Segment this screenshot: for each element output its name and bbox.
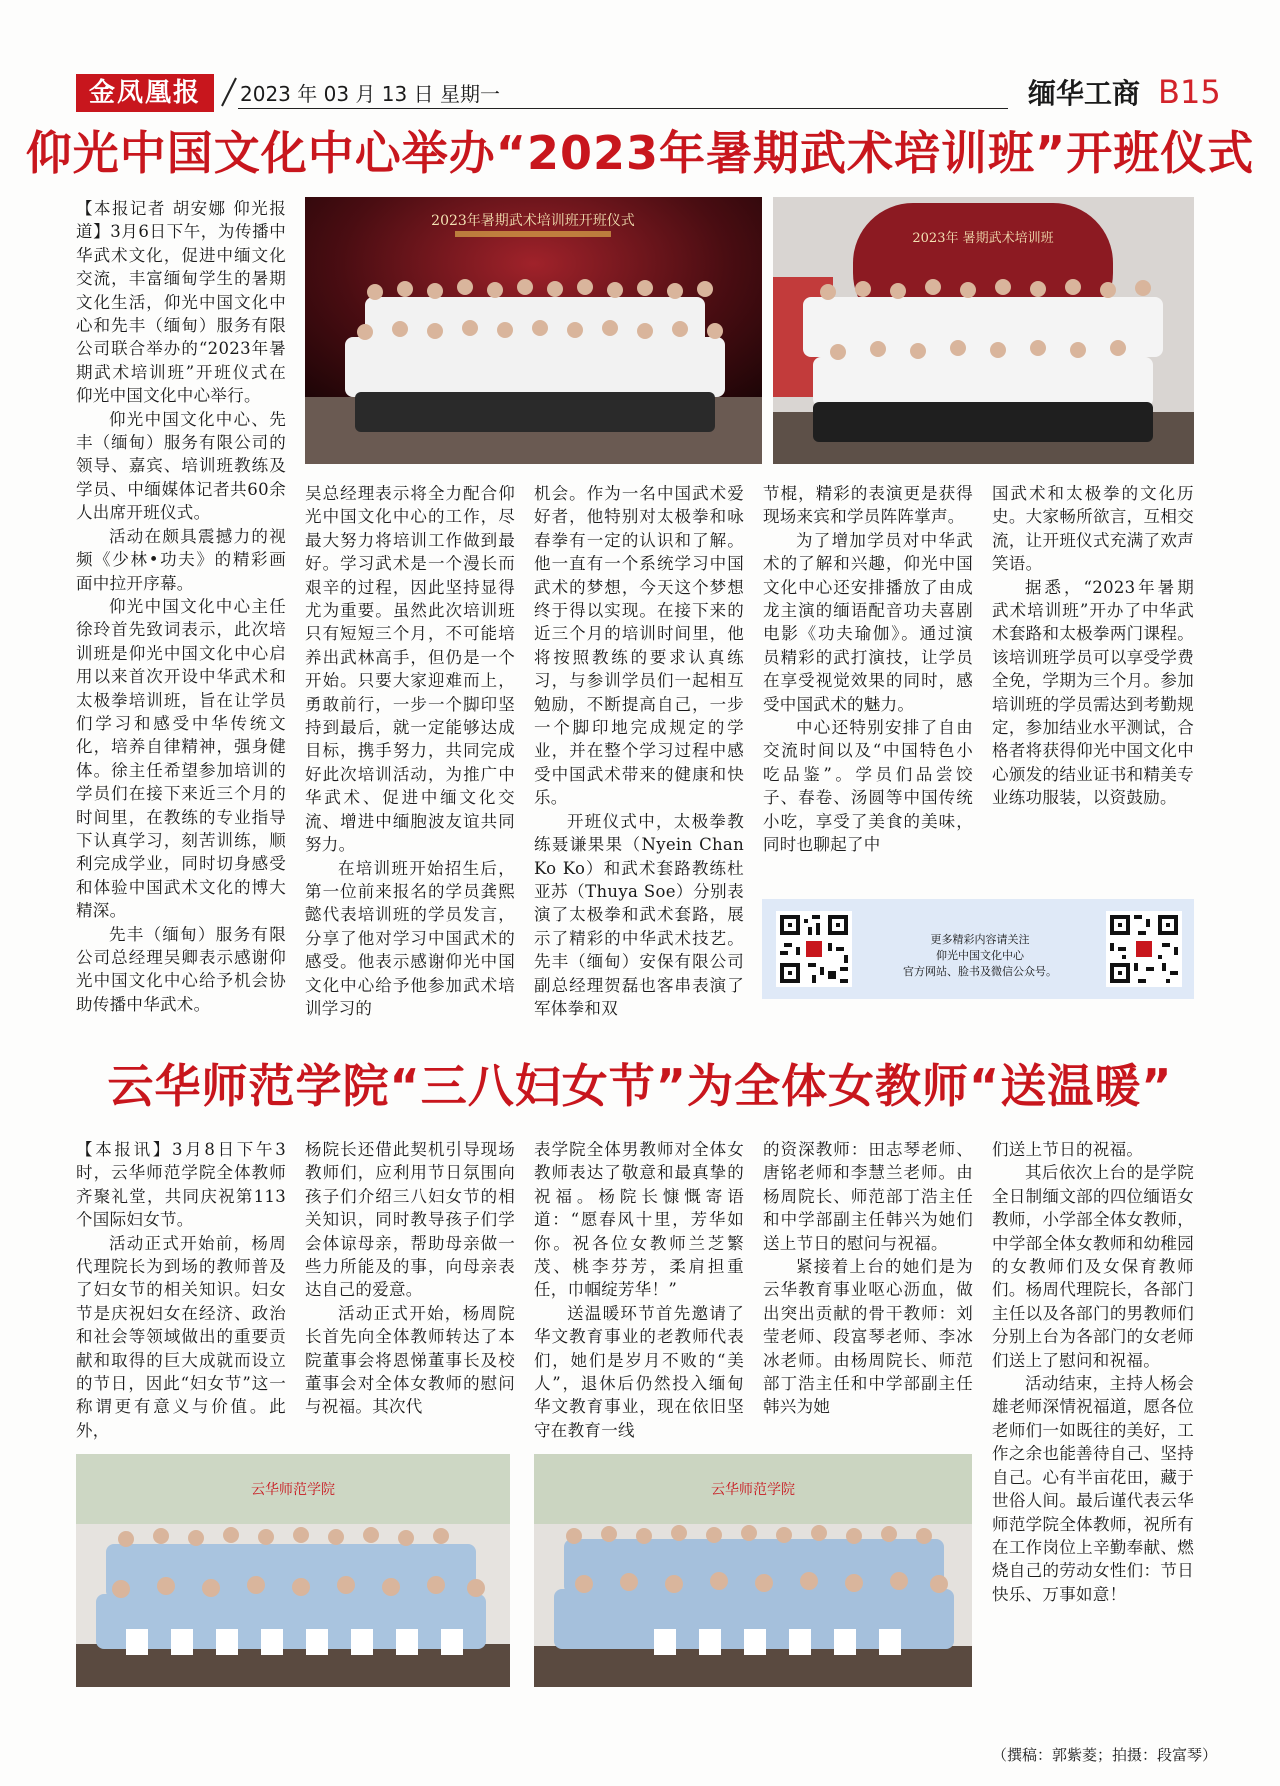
qr-code-left[interactable] — [776, 911, 852, 987]
article1-headline: 仰光中国文化中心举办“2023年暑期武术培训班”开班仪式 — [25, 126, 1255, 180]
paragraph: 机会。作为一名中国武术爱好者，他特别对太极拳和咏春拳有一定的认识和了解。他一直有一个系统学习中国武术的梦想，今天这个梦想终于得以实现。在接下来的近三个月的培训时间里，他将按照教练的要求认真练习，与参训学员们一起相互勉励，不断提高自己，一步一个脚印地完成规定的学业，并在整个学习过程中感受中国武术带来的健康和快乐。 — [534, 484, 744, 808]
paragraph: 其后依次上台的是学院全日制缅文部的四位缅语女教师，小学部全体女教师，中学部全体女教师和幼稚园的女教师们及女保育教师们。杨周代理院长，各部门主任以及各部门的男教师们分别上台为各部门的女老师们送上了慰问和祝福。 — [992, 1163, 1194, 1370]
paragraph: 紧接着上台的她们是为云华教育事业呕心沥血，做出突出贡献的骨干教师：刘莹老师、段富琴老师、李冰冰老师。由杨周院长、师范部丁浩主任和中学部副主任韩兴为她 — [763, 1257, 973, 1417]
paragraph: 据悉，“2023年暑期武术培训班”开办了中华武术套路和太极拳两门课程。该培训班学员可以享受学费全免，学期为三个月。参加培训班的学员需达到考勤规定，参加结业水平测试，合格者将获得仰光中国文化中心颁发的结业证书和精美专业练功服装，以资鼓励。 — [992, 577, 1194, 808]
section-name: 缅华工商 — [1028, 77, 1141, 110]
paragraph: 仰光中国文化中心、先丰（缅甸）服务有限公司的领导、嘉宾、培训班教练及学员、中缅媒体记者共60余人出席开班仪式。 — [76, 409, 286, 523]
paragraph: 开班仪式中，太极拳教练聂谦果果（Nyein Chan Ko Ko）和武术套路教练杜亚苏（Thuya Soe）分别表演了太极拳和武术套路，展示了精彩的中华武术技艺。先丰（缅甸）安保有限公司副总经理贺磊也客串表演了军体拳和双 — [534, 811, 744, 1018]
paragraph: 在培训班开始招生后，第一位前来报名的学员龚熙懿代表培训班的学员发言，分享了他对学习中国武术的感受。他表示感谢仰光中国文化中心给予他参加武术培训学习的 — [305, 858, 515, 1018]
qr-caption-line: 更多精彩内容请关注 — [930, 933, 1030, 946]
article1-photo-group-stage — [305, 197, 762, 464]
article2-column-3 — [534, 1138, 744, 1442]
article1-column-3 — [534, 482, 744, 1020]
qr-code-right[interactable] — [1106, 911, 1182, 987]
paragraph: 中心还特别安排了自由交流时间以及“中国特色小吃品鉴”。学员们品尝饺子、春卷、汤圆等中国传统小吃，享受了美食的美味，同时也聊起了中 — [763, 718, 973, 855]
paragraph: 【本报记者 胡安娜 仰光报道】3月6日下午，为传播中华武术文化，促进中缅文化交流，丰富缅甸学生的暑期文化生活，仰光中国文化中心和先丰（缅甸）服务有限公司联合举办的“2023年暑期武术培训班”开班仪式在仰光中国文化中心举行。 — [76, 199, 286, 406]
article1-column-5 — [992, 482, 1194, 810]
paragraph: 活动正式开始，杨周院长首先向全体教师转达了本院董事会将恩悌董事长及校董事会对全体女教师的慰问与祝福。其次代 — [305, 1303, 515, 1417]
header-rule — [238, 108, 1008, 109]
article2-headline: 云华师范学院“三八妇女节”为全体女教师“送温暖” — [107, 1059, 1173, 1113]
paragraph: 仰光中国文化中心主任徐玲首先致词表示，此次培训班是仰光中国文化中心启用以来首次开设中华武术和太极拳培训班，旨在让学员们学习和感受中华传统文化，培养自律精神，强身健体。徐主任希望参加培训的学员们在接下来近三个月的时间里，在教练的专业指导下认真学习，刻苦训练，顺利完成学业，同时切身感受和体验中国武术文化的博大精深。 — [76, 596, 286, 921]
photo3-banner-text: 云华师范学院 — [251, 1482, 335, 1498]
paragraph: 活动在颇具震撼力的视频《少林•功夫》的精彩画面中拉开序幕。 — [76, 526, 286, 593]
paragraph: 杨院长还借此契机引导现场教师们，应利用节日氛围向孩子们介绍三八妇女节的相关知识，同时教导孩子们学会体谅母亲，帮助母亲做一些力所能及的事，向母亲表达自己的爱意。 — [305, 1140, 515, 1300]
issue-date: 2023 年 03 月 13 日 星期一 — [240, 82, 500, 106]
paragraph: 活动正式开始前，杨周代理院长为到场的教师普及了妇女节的相关知识。妇女节是庆祝妇女在经济、政治和社会等领域做出的重要贡献和取得的巨大成就而设立的节日，因此“妇女节”这一称谓更有意义与价值。此外， — [76, 1233, 286, 1440]
qr-caption-line: 仰光中国文化中心 — [936, 949, 1024, 962]
photo1-banner-text: 2023年暑期武术培训班开班仪式 — [431, 213, 635, 229]
photo2-banner-text: 2023年 暑期武术培训班 — [912, 231, 1054, 246]
article2-column-5 — [992, 1138, 1194, 1606]
article2-photo-teachers-1 — [76, 1454, 510, 1687]
article1-column-4 — [763, 482, 973, 857]
article1-column-2 — [305, 482, 515, 1020]
masthead-logo: 金凤凰报 — [76, 74, 214, 112]
paragraph: 送温暖环节首先邀请了华文教育事业的老教师代表们，她们是岁月不败的“美人”，退休后仍然投入缅甸华文教育事业，现在依旧坚守在教育一线 — [534, 1303, 744, 1440]
article2-photo-teachers-2 — [534, 1454, 972, 1687]
divider-slash — [220, 76, 238, 108]
paragraph: 活动结束，主持人杨会雄老师深情祝福道，愿各位老师们一如既往的美好，工作之余也能善待自己、坚持自己。心有半亩花田，藏于世俗人间。最后谨代表云华师范学院全体教师，祝所有在工作岗位上辛勤奉献、燃烧自己的劳动女性们：节日快乐、万事如意！ — [992, 1374, 1194, 1604]
paragraph: 节棍，精彩的表演更是获得现场来宾和学员阵阵掌声。 — [763, 484, 973, 527]
photo-credit: （撰稿：郭紫菱；拍摄：段富琴） — [992, 1746, 1218, 1764]
article1-column-1 — [76, 197, 286, 1016]
article2-column-2 — [305, 1138, 515, 1419]
article2-column-4 — [763, 1138, 973, 1419]
qr-caption — [880, 932, 1080, 980]
paragraph: 【本报讯】3月8日下午3时，云华师范学院全体教师齐聚礼堂，共同庆祝第113个国际妇女节。 — [76, 1140, 286, 1230]
paragraph: 表学院全体男教师对全体女教师表达了敬意和最真挚的祝福。杨院长慷慨寄语道：“愿春风十里，芳华如你。祝各位女教师兰芝繁茂、桃李芬芳，柔肩担重任，巾帼绽芳华！” — [534, 1140, 744, 1300]
paragraph: 为了增加学员对中华武术的了解和兴趣，仰光中国文化中心还安排播放了由成龙主演的缅语配音功夫喜剧电影《功夫瑜伽》。通过演员精彩的武打演技，让学员在享受视觉效果的同时，感受中国武术的魅力。 — [763, 530, 973, 714]
paragraph: 们送上节日的祝福。 — [992, 1140, 1144, 1159]
article2-column-1 — [76, 1138, 286, 1442]
paragraph: 的资深教师：田志琴老师、唐铭老师和李慧兰老师。由杨周院长、师范部丁浩主任和中学部副主任韩兴为她们送上节日的慰问与祝福。 — [763, 1140, 973, 1253]
photo4-banner-text: 云华师范学院 — [711, 1482, 795, 1498]
paragraph: 吴总经理表示将全力配合仰光中国文化中心的工作，尽最大努力将培训工作做到最好。学习武术是一个漫长而艰辛的过程，因此坚持显得尤为重要。虽然此次培训班只有短短三个月，不可能培养出武林高手，但仍是一个开始。只要大家迎难而上，勇敢前行，一步一个脚印坚持到最后，就一定能够达成目标，携手努力，共同完成好此次培训活动，为推广中华武术、促进中缅文化交流、增进中缅胞波友谊共同努力。 — [305, 484, 515, 855]
page-number: B15 — [1158, 73, 1221, 111]
paragraph: 先丰（缅甸）服务有限公司总经理吴卿表示感谢仰光中国文化中心给予机会协助传播中华武术。 — [76, 924, 286, 1014]
paragraph: 国武术和太极拳的文化历史。大家畅所欲言，互相交流，让开班仪式充满了欢声笑语。 — [992, 484, 1194, 574]
article1-photo-group-banner — [773, 197, 1194, 464]
qr-caption-line: 官方网站、脸书及微信公众号。 — [903, 965, 1057, 978]
